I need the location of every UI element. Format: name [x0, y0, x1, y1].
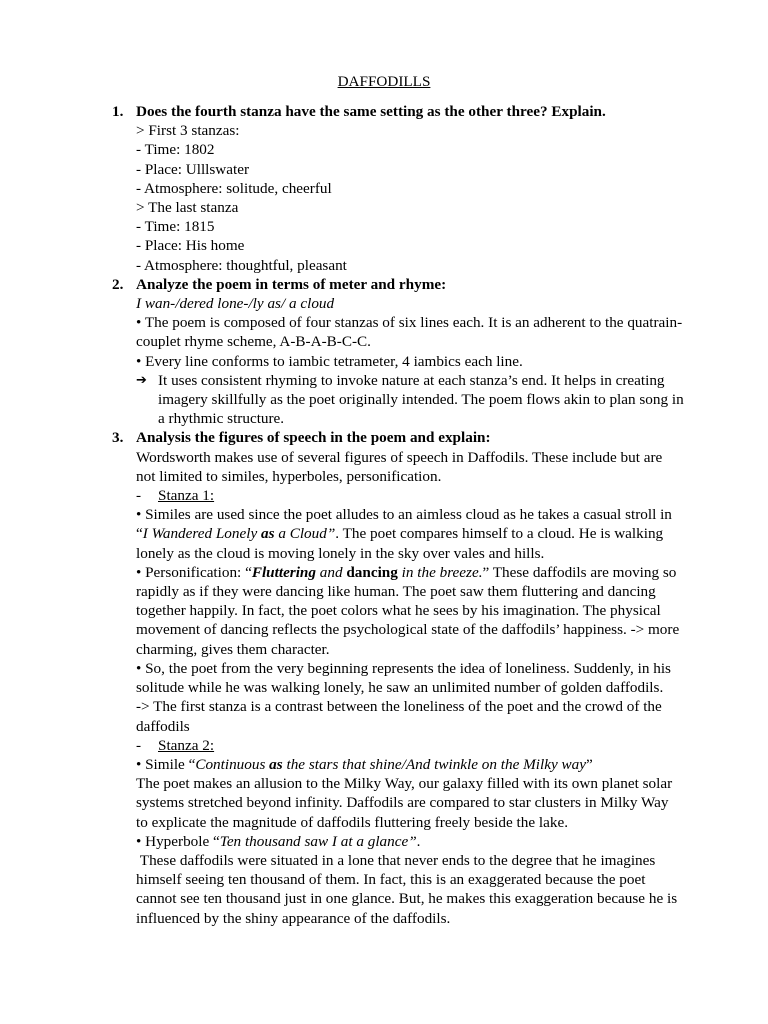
question-3: [112, 428, 684, 447]
list-dash: -: [136, 487, 142, 505]
quote-run: a Cloud”: [274, 525, 336, 543]
quote-run: and: [315, 563, 347, 581]
text-run: ”: [585, 755, 593, 773]
arrow-right-icon: ➔: [136, 372, 147, 388]
bullet-paragraph: • The poem is composed of four stanzas of six lines each. It is an adherent to the quatrain-couplet rhyme scheme, A-B-A-B-C-C.: [136, 314, 683, 351]
simile-paragraph: [136, 505, 684, 563]
text-run: • Hyperbole “: [136, 832, 220, 850]
question-1: [112, 102, 684, 121]
intro-paragraph: Wordsworth makes use of several figures of speech in Daffodils. These include but are not limited to similes, hyperboles, personification.: [136, 448, 663, 485]
answer-line: > First 3 stanzas:: [136, 122, 240, 140]
hyperbole-paragraph: [136, 832, 684, 851]
question-text: Does the fourth stanza have the same setting as the other three? Explain.: [136, 103, 606, 120]
text-run: • Simile “: [136, 755, 196, 773]
question-text: Analyze the poem in terms of meter and rhyme:: [136, 275, 447, 293]
question-2: [112, 275, 684, 294]
simile-paragraph: [136, 755, 684, 774]
text-run: ” These daffodils are moving so rapidly as if they were dancing like human. The poet saw them fluttering and dancing together happily. In fact, the poet colors what he sees by his imagination. The physical movement of dancing reflects the psychological state of the daffodils’ happiness. -> more charming, gives them character.: [136, 563, 680, 658]
question-number: 3.: [112, 429, 124, 447]
conclusion-text: It uses consistent rhyming to invoke nature at each stanza’s end. It helps in creating imagery skillfully as the poet originally intended. The poem flows akin to plan song in a rhythmic structure.: [158, 371, 684, 428]
text-run: • Personification: “: [136, 563, 252, 581]
answer-line: - Atmosphere: thoughtful, pleasant: [136, 256, 347, 274]
quote-run: I Wandered Lonely: [142, 525, 261, 543]
answer-line: - Place: His home: [136, 237, 245, 255]
document-body: [112, 102, 684, 928]
hyperbole-explanation: These daffodils were situated in a lone that never ends to the degree that he imagines himself seeing ten thousand of them. In fact, this is an exaggerated because the poet cannot see ten thousand just in one glance. But, he makes this exaggeration because he is influenced by the shiny appearance of the daffodils.: [136, 851, 681, 927]
contrast-paragraph: -> The first stanza is a contrast between the loneliness of the poet and the crowd of the daffodils: [136, 698, 662, 735]
personification-paragraph: [136, 563, 684, 659]
quote-run: Continuous: [195, 755, 270, 773]
answer-line: > The last stanza: [136, 199, 239, 217]
text-run: . The poet compares himself to a cloud. He is walking lonely as the cloud is moving lonely in the sky over vales and hills.: [136, 525, 664, 562]
question-number: 2.: [112, 275, 124, 293]
quote-run: the stars that shine/And twinkle on the Milky way: [282, 755, 586, 773]
loneliness-paragraph: • So, the poet from the very beginning represents the idea of loneliness. Suddenly, in his solitude while he was walking lonely, he saw an unlimited number of golden daffodils.: [136, 659, 671, 697]
quote-emphasis: Fluttering: [251, 563, 316, 581]
question-text: Analysis the figures of speech in the poem and explain:: [136, 429, 491, 447]
quote-run: in the breeze.: [397, 563, 483, 581]
stanza-1-heading: [136, 486, 684, 505]
text-run: • Similes are used since the poet alludes to an aimless cloud as he takes a casual stroll in “: [136, 506, 672, 543]
quote-emphasis: as: [269, 755, 283, 773]
stanza-2-heading: [136, 736, 684, 755]
stanza-heading-text: Stanza 1:: [158, 487, 215, 505]
document-title: DAFFODILLS: [337, 73, 431, 90]
conclusion-paragraph: [136, 371, 684, 429]
quote-run: Ten thousand saw I at a glance”: [219, 832, 417, 850]
scansion-line: [136, 294, 684, 313]
scansion-text: I wan-/dered lone-/ly as/ a cloud: [136, 295, 335, 313]
answer-line: - Time: 1815: [136, 218, 215, 236]
question-number: 1.: [112, 103, 124, 120]
answer-line: - Time: 1802: [136, 141, 215, 159]
stanza-heading-text: Stanza 2:: [158, 736, 215, 754]
list-dash: -: [136, 736, 142, 754]
quote-emphasis: as: [261, 525, 275, 543]
milky-way-paragraph: The poet makes an allusion to the Milky Way, our galaxy filled with its own planet solar systems stretched beyond infinity. Daffodils are compared to star clusters in Milky Way to explicate the magnitude of daffodils fluttering freely beside the lake.: [136, 775, 673, 831]
answer-line: - Atmosphere: solitude, cheerful: [136, 179, 332, 197]
text-run: .: [416, 832, 421, 850]
bullet-paragraph: • Every line conforms to iambic tetrameter, 4 iambics each line.: [136, 352, 523, 370]
quote-emphasis: dancing: [346, 563, 398, 581]
answer-line: - Place: Ulllswater: [136, 160, 250, 178]
